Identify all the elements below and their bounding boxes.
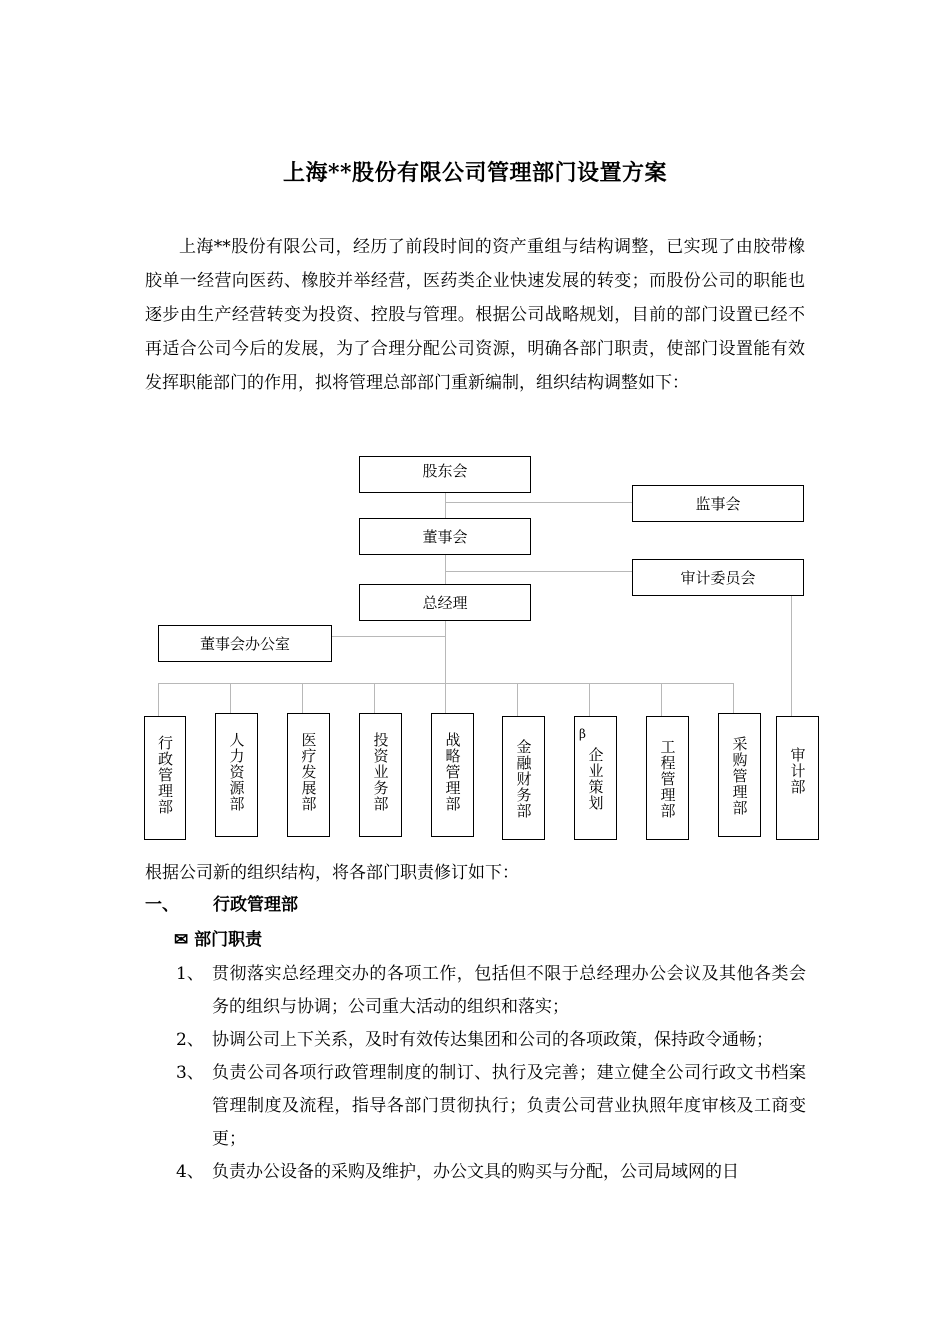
list-item (176, 958, 806, 1024)
box-shareholders (359, 456, 531, 493)
drop-5 (445, 683, 446, 713)
box-gm (359, 584, 531, 621)
dept-engineering (646, 716, 689, 840)
drop-4 (374, 683, 375, 713)
drop-8 (661, 683, 662, 716)
connector-audit-committee (445, 571, 632, 572)
drop-3 (302, 683, 303, 713)
section-title: 行政管理部 (213, 895, 298, 915)
dept-finance-label: 金融财务部 (514, 739, 533, 819)
connector-audit-dept (791, 595, 792, 717)
subsection-title: 部门职责 (194, 930, 263, 950)
list-item (176, 1057, 806, 1156)
dept-strategy (431, 713, 474, 837)
dept-procurement-label: 采购管理部 (730, 736, 749, 816)
dept-engineering-label: 工程管理部 (658, 739, 677, 819)
dept-finance (502, 716, 545, 840)
list-item-text: 协调公司上下关系，及时有效传达集团和公司的各项政策，保持政令通畅； (212, 1030, 773, 1050)
connector-board-office (332, 636, 445, 637)
intro-text: 上海**股份有限公司，经历了前段时间的资产重组与结构调整，已实现了由胶带橡胶单一经营向医药、橡胶并举经营，医药类企业快速发展的转变；而股份公司的职能也逐步由生产经营转变为投资、控股与管理。根据公司战略规划，目前的部门设置已经不再适合公司今后的发展，为了合理分配公司资源，明确各部门职责，使部门设置能有效发挥职能部门的作用，拟将管理总部部门重新编制，组织结构调整如下： (145, 237, 805, 393)
lead-sentence: 根据公司新的组织结构，将各部门职责修订如下： (145, 863, 519, 883)
dept-hr (215, 713, 258, 837)
document-title: 上海**股份有限公司管理部门设置方案 (282, 160, 667, 186)
box-board (359, 518, 531, 555)
dept-admin-label: 行政管理部 (156, 735, 174, 815)
section-number: 一、 (145, 895, 179, 915)
org-chart (140, 450, 830, 845)
dept-medical-label: 医疗发展部 (299, 732, 318, 812)
list-item-text: 负责办公设备的采购及维护，办公文具的购买与分配，公司局域网的日 (212, 1162, 739, 1182)
subsection-heading (174, 925, 262, 950)
box-board-office (158, 625, 332, 662)
section-heading (145, 890, 298, 915)
box-audit-committee (632, 559, 804, 596)
intro-paragraph (145, 230, 805, 400)
duties-list (176, 958, 806, 1189)
box-audit-committee-label: 审计委员会 (680, 569, 756, 587)
envelope-icon: ✉ (174, 930, 189, 950)
drop-9 (733, 683, 734, 713)
dept-admin (144, 716, 186, 840)
connector-supervisors (445, 502, 632, 503)
list-item (176, 1024, 806, 1057)
dept-planning (574, 716, 617, 840)
box-shareholders-label: 股东会 (422, 462, 468, 480)
stray-mark: β (579, 727, 586, 741)
list-item-number: 1、 (176, 964, 204, 984)
dept-hr-label: 人力资源部 (227, 732, 246, 812)
drop-1 (158, 683, 159, 716)
list-item-number: 2、 (176, 1030, 204, 1050)
list-item-text: 贯彻落实总经理交办的各项工作，包括但不限于总经理办公会议及其他各类会务的组织与协调；公司重大活动的组织和落实； (212, 964, 806, 1017)
box-board-office-label: 董事会办公室 (199, 635, 290, 653)
box-gm-label: 总经理 (422, 594, 468, 612)
list-item-number: 3、 (176, 1063, 204, 1083)
drop-7 (589, 683, 590, 716)
connector-dept-bus (158, 683, 734, 684)
dept-procurement (718, 713, 761, 837)
box-supervisors-label: 监事会 (695, 495, 741, 513)
box-supervisors (632, 485, 804, 522)
drop-6 (517, 683, 518, 716)
list-item-text: 负责公司各项行政管理制度的制订、执行及完善；建立健全公司行政文书档案管理制度及流程，指导各部门贯彻执行；负责公司营业执照年度审核及工商变更； (212, 1063, 806, 1149)
list-item-number: 4、 (176, 1162, 204, 1182)
dept-strategy-label: 战略管理部 (443, 732, 462, 812)
drop-2 (230, 683, 231, 713)
box-board-label: 董事会 (422, 528, 468, 546)
dept-planning-label: 企业策划 (586, 747, 605, 811)
dept-medical (287, 713, 330, 837)
dept-investment (359, 713, 402, 837)
list-item (176, 1156, 806, 1189)
dept-investment-label: 投资业务部 (371, 732, 390, 812)
dept-audit-label: 审计部 (788, 747, 807, 795)
dept-audit (776, 716, 819, 840)
